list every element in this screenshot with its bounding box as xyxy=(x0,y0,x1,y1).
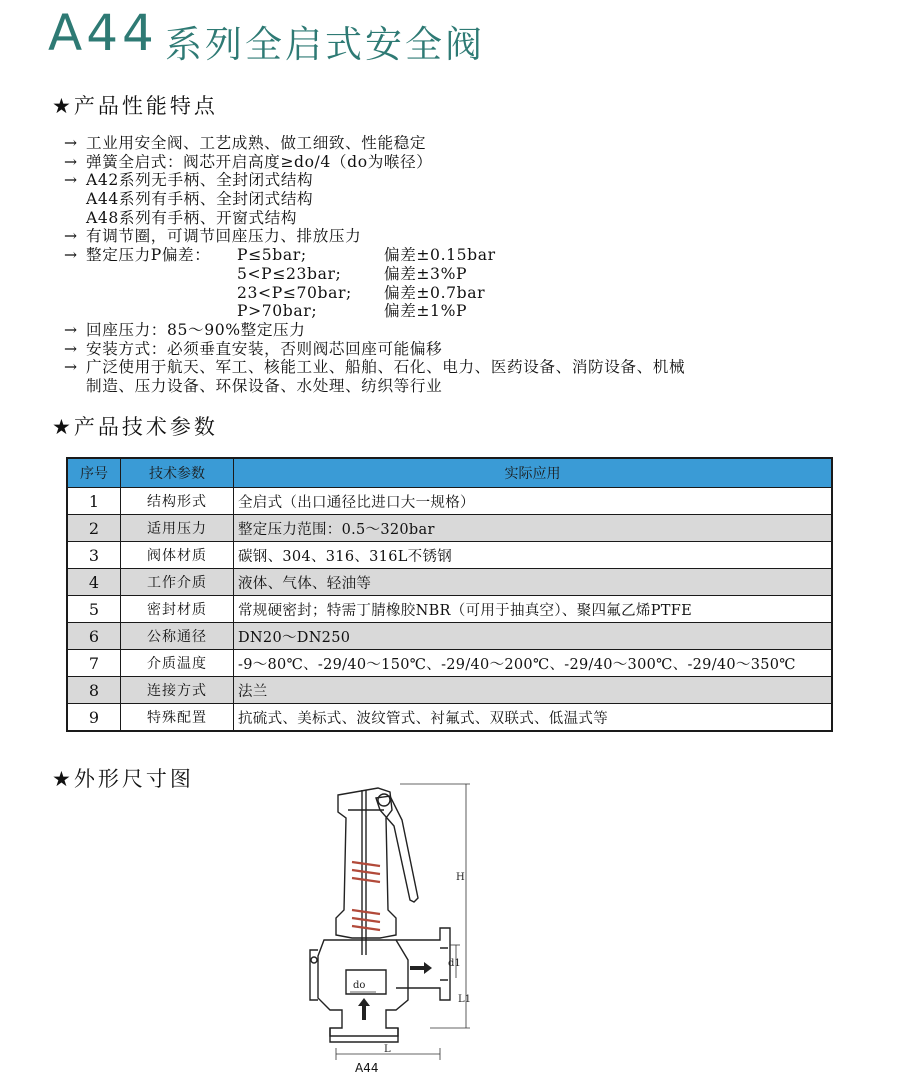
row-no: 1 xyxy=(67,488,121,515)
dim-d1-label: d1 xyxy=(448,958,461,969)
table-row xyxy=(67,542,832,569)
row-param: 适用压力 xyxy=(121,515,234,542)
arrow-icon: → xyxy=(64,358,78,377)
table-row xyxy=(67,623,832,650)
pressure-dev: 偏差±1%P xyxy=(384,302,468,321)
feature-line xyxy=(64,377,864,396)
row-param: 阀体材质 xyxy=(121,542,234,569)
arrow-icon: → xyxy=(64,152,78,171)
pressure-cond: P>70bar; xyxy=(237,302,318,321)
section-params-heading: ★产品技术参数 xyxy=(52,415,218,439)
table-row xyxy=(67,704,832,732)
feature-line xyxy=(64,227,864,246)
arrow-icon: → xyxy=(64,320,78,339)
pressure-dev: 偏差±0.15bar xyxy=(384,246,496,265)
pressure-cond: 23<P≤70bar; xyxy=(237,283,352,302)
dim-l-label: L xyxy=(384,1044,391,1055)
valve-drawing xyxy=(290,770,490,1060)
pressure-row xyxy=(64,284,864,303)
arrow-icon: → xyxy=(64,246,78,265)
row-value: 整定压力范围：0.5～320bar xyxy=(234,515,833,542)
row-value: 抗硫式、美标式、波纹管式、衬氟式、双联式、低温式等 xyxy=(234,704,833,732)
feature-text: 制造、压力设备、环保设备、水处理、纺织等行业 xyxy=(86,376,443,395)
title-name: 系列全启式安全阀 xyxy=(165,23,485,66)
arrow-icon: → xyxy=(64,339,78,358)
feature-line xyxy=(64,134,864,153)
valve-body xyxy=(310,788,450,1042)
row-no: 2 xyxy=(67,515,121,542)
row-value: 法兰 xyxy=(234,677,833,704)
figure-label: A44 xyxy=(355,1061,379,1075)
feature-line xyxy=(64,190,864,209)
feature-line xyxy=(64,321,864,340)
pressure-cond: P≤5bar; xyxy=(237,246,307,265)
feature-text: 有调节圈，可调节回座压力、排放压力 xyxy=(86,227,362,246)
row-param: 连接方式 xyxy=(121,677,234,704)
row-no: 4 xyxy=(67,569,121,596)
flow-arrow-icon xyxy=(358,962,432,1020)
feature-text: 安装方式：必须垂直安装，否则阀芯回座可能偏移 xyxy=(86,339,443,358)
row-value: 液体、气体、轻油等 xyxy=(234,569,833,596)
pressure-dev: 偏差±3%P xyxy=(384,264,468,283)
table-row xyxy=(67,488,832,515)
row-no: 3 xyxy=(67,542,121,569)
table-row xyxy=(67,596,832,623)
row-param: 公称通径 xyxy=(121,623,234,650)
row-param: 密封材质 xyxy=(121,596,234,623)
row-param: 特殊配置 xyxy=(121,704,234,732)
pressure-dev: 偏差±0.7bar xyxy=(384,283,486,302)
arrow-icon: → xyxy=(64,171,78,190)
table-row xyxy=(67,569,832,596)
feature-text: A44系列有手柄、全封闭式结构 xyxy=(86,190,314,209)
feature-text: 回座压力：85～90%整定压力 xyxy=(86,320,306,339)
feature-text: A48系列有手柄、开窗式结构 xyxy=(86,208,298,227)
header-application: 实际应用 xyxy=(234,458,833,488)
table-header-row xyxy=(67,458,832,488)
dim-h-label: H xyxy=(456,872,465,883)
row-no: 7 xyxy=(67,650,121,677)
feature-line xyxy=(64,171,864,190)
table-row xyxy=(67,515,832,542)
feature-line xyxy=(64,153,864,172)
row-no: 5 xyxy=(67,596,121,623)
feature-line xyxy=(64,340,864,359)
arrow-icon: → xyxy=(64,134,78,152)
header-param: 技术参数 xyxy=(121,458,234,488)
params-table xyxy=(66,457,833,732)
feature-text: 弹簧全启式：阀芯开启高度≥do/4（do为喉径） xyxy=(86,152,433,171)
row-value: 常规硬密封；特需丁腈橡胶NBR（可用于抽真空）、聚四氟乙烯PTFE xyxy=(234,596,833,623)
pressure-row xyxy=(64,302,864,321)
row-value: 全启式（出口通径比进口大一规格） xyxy=(234,488,833,515)
row-value: DN20～DN250 xyxy=(234,623,833,650)
row-value: -9～80℃、-29/40～150℃、-29/40～200℃、-29/40～300℃、-29/40～350℃ xyxy=(234,650,833,677)
section-features-heading: ★产品性能特点 xyxy=(52,94,218,118)
pressure-cond: 5<P≤23bar; xyxy=(237,264,342,283)
feature-line xyxy=(64,209,864,228)
feature-line xyxy=(64,358,864,377)
title-model: A44 xyxy=(48,4,158,62)
row-param: 介质温度 xyxy=(121,650,234,677)
feature-text: 广泛使用于航天、军工、核能工业、船舶、石化、电力、医药设备、消防设备、机械 xyxy=(86,358,686,377)
row-no: 8 xyxy=(67,677,121,704)
feature-text: A42系列无手柄、全封闭式结构 xyxy=(86,171,314,190)
row-param: 工作介质 xyxy=(121,569,234,596)
features-list xyxy=(64,134,864,396)
row-value: 碳钢、304、316、316L不锈钢 xyxy=(234,542,833,569)
pressure-label: 整定压力P偏差： xyxy=(86,246,211,265)
feature-text: 工业用安全阀、工艺成熟、做工细致、性能稳定 xyxy=(86,134,427,152)
row-param: 结构形式 xyxy=(121,488,234,515)
header-no: 序号 xyxy=(67,458,121,488)
dim-do-label: do xyxy=(353,980,366,991)
pressure-row xyxy=(64,265,864,284)
dim-l1-label: L1 xyxy=(458,994,472,1005)
arrow-icon: → xyxy=(64,227,78,246)
table-row xyxy=(67,650,832,677)
table-row xyxy=(67,677,832,704)
pressure-row xyxy=(64,246,864,265)
dimension-labels xyxy=(353,872,471,1055)
row-no: 6 xyxy=(67,623,121,650)
section-dimensions-heading: ★外形尺寸图 xyxy=(52,767,194,791)
row-no: 9 xyxy=(67,704,121,732)
